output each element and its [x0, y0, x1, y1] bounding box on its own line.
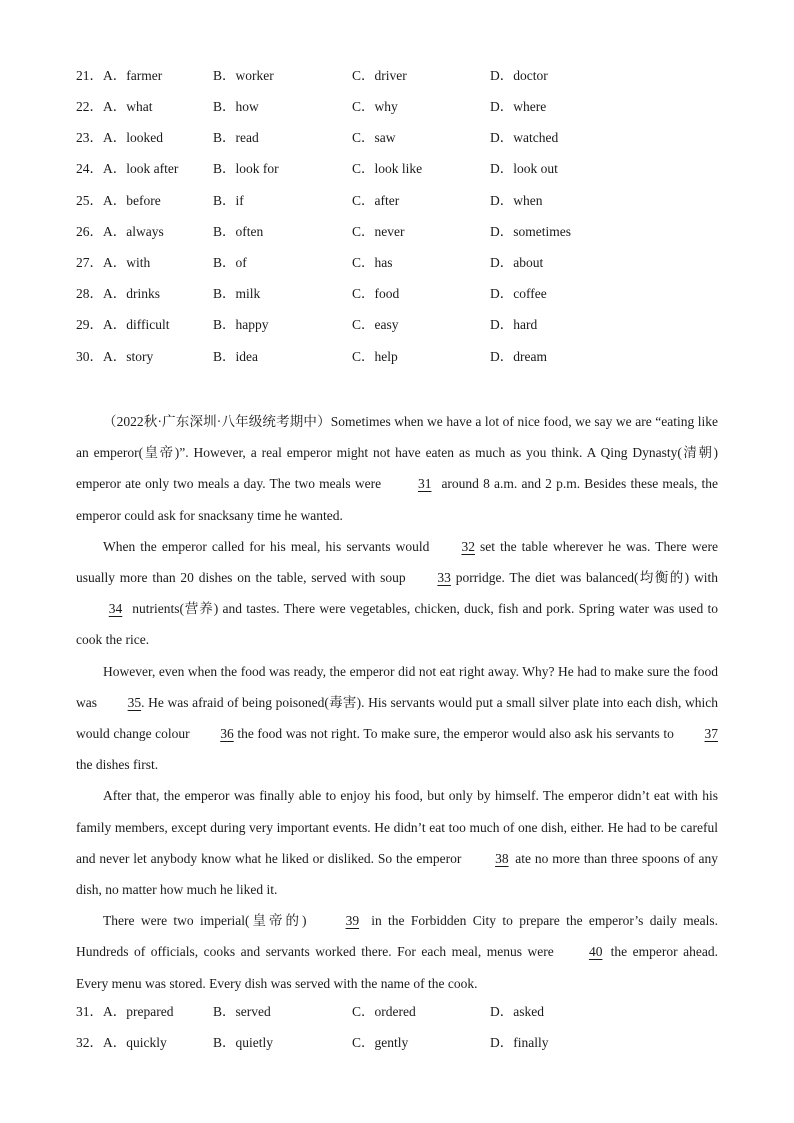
option-d: D．where — [490, 99, 547, 114]
question-number: 22． — [76, 99, 103, 114]
option-a: A．difficult — [103, 317, 170, 332]
option-a: A．story — [103, 349, 154, 364]
option-c: C．ordered — [352, 1004, 416, 1019]
question-number: 30． — [76, 349, 103, 364]
blank-39: 39 — [345, 913, 360, 929]
blank-38: 38 — [495, 850, 509, 866]
question-number: 25． — [76, 193, 103, 208]
option-d: D．when — [490, 193, 543, 208]
blank-31: 31 — [418, 476, 432, 492]
option-c: C．easy — [352, 317, 399, 332]
option-d: D．coffee — [490, 286, 547, 301]
question-number: 21． — [76, 68, 103, 83]
option-c: C．has — [352, 255, 393, 270]
blank-37: 37 — [704, 726, 718, 742]
option-a: A．looked — [103, 130, 163, 145]
option-a: A．quickly — [103, 1035, 167, 1050]
question-number: 27． — [76, 255, 103, 270]
question-number: 29． — [76, 317, 103, 332]
option-d: D．about — [490, 255, 544, 270]
option-a: A．farmer — [103, 68, 163, 83]
question-number: 28． — [76, 286, 103, 301]
source-citation: （2022秋·广东深圳·八年级统考期中） — [103, 414, 331, 429]
option-d: D．watched — [490, 130, 559, 145]
blank-34: 34 — [108, 601, 123, 617]
option-c: C．food — [352, 286, 400, 301]
option-b: B．quietly — [213, 1035, 273, 1050]
option-d: D．hard — [490, 317, 538, 332]
option-c: C．help — [352, 349, 398, 364]
option-b: B．of — [213, 255, 247, 270]
option-b: B．look for — [213, 161, 279, 176]
option-d: D．look out — [490, 161, 558, 176]
option-c: C．why — [352, 99, 398, 114]
option-b: B．idea — [213, 349, 258, 364]
option-d: D．finally — [490, 1035, 549, 1050]
option-c: C．saw — [352, 130, 396, 145]
passage-paragraph-1: （2022秋·广东深圳·八年级统考期中）Sometimes when we have a lot of nice food, we say we are “eating like an emperor(皇帝)”. However, a real emperor might not have eaten as much as you think. A Qing Dynasty(清朝) emperor ate only two meals a day. The two meals were 31 around 8 a.m. and 2 p.m. Besides these meals, the emperor could ask for snacksany time he wanted. — [76, 414, 718, 523]
option-a: A．before — [103, 193, 161, 208]
question-number: 26． — [76, 224, 103, 239]
option-a: A．look after — [103, 161, 179, 176]
blank-35: 35 — [127, 694, 142, 710]
option-b: B．how — [213, 99, 259, 114]
question-number: 23． — [76, 130, 103, 145]
option-b: B．worker — [213, 68, 274, 83]
cloze-passage — [76, 406, 718, 999]
passage-paragraph-5: There were two imperial(皇帝的) 39 in the Forbidden City to prepare the emperor’s daily meals. Hundreds of officials, cooks and servants worked there. For each meal, menus were 40 the emperor ahead. Every menu was stored. Every dish was served with the name of the cook. — [76, 905, 718, 999]
option-d: D．sometimes — [490, 224, 571, 239]
option-c: C．driver — [352, 68, 407, 83]
blank-33: 33 — [437, 570, 451, 586]
option-b: B．happy — [213, 317, 269, 332]
passage-paragraph-3: However, even when the food was ready, the emperor did not eat right away. Why? He had to make sure the food was 35. He was afraid of being poisoned(毒害). His servants would put a small silver plate into each dish, which would change colour 36 the food was not right. To make sure, the emperor would also ask his servants to 37 the dishes first. — [76, 663, 719, 773]
option-b: B．if — [213, 193, 244, 208]
blank-32: 32 — [461, 538, 475, 554]
option-a: A．with — [103, 255, 151, 270]
option-a: A．what — [103, 99, 153, 114]
option-c: C．after — [352, 193, 400, 208]
blank-40: 40 — [588, 944, 603, 960]
passage-paragraph-2: When the emperor called for his meal, his servants would 32 set the table wherever he was. There were usually more than 20 dishes on the table, served with soup 33 porridge. The diet was balanced(均衡的) with 34 nutrients(营养) and tastes. There were vegetables, chicken, duck, fish and pork. Spring water was used to cook the rice. — [76, 531, 718, 656]
option-a: A．always — [103, 224, 164, 239]
option-b: B．often — [213, 224, 264, 239]
option-b: B．read — [213, 130, 259, 145]
option-a: A．drinks — [103, 286, 160, 301]
blank-36: 36 — [220, 726, 234, 742]
option-d: D．asked — [490, 1004, 544, 1019]
option-b: B．milk — [213, 286, 261, 301]
question-number: 31． — [76, 1004, 103, 1019]
question-number: 24． — [76, 161, 103, 176]
option-c: C．gently — [352, 1035, 409, 1050]
option-d: D．doctor — [490, 68, 548, 83]
option-a: A．prepared — [103, 1004, 174, 1019]
question-number: 32． — [76, 1035, 103, 1050]
option-c: C．look like — [352, 161, 423, 176]
option-b: B．served — [213, 1004, 271, 1019]
option-c: C．never — [352, 224, 405, 239]
passage-paragraph-4: After that, the emperor was finally able to enjoy his food, but only by himself. The emperor didn’t eat with his family members, except during very important events. He didn’t eat too much of one dish, either. He had to be careful and never let anybody know what he liked or disliked. So the emperor 38 ate no more than three spoons of any dish, no matter how much he liked it. — [76, 788, 718, 898]
option-d: D．dream — [490, 349, 547, 364]
